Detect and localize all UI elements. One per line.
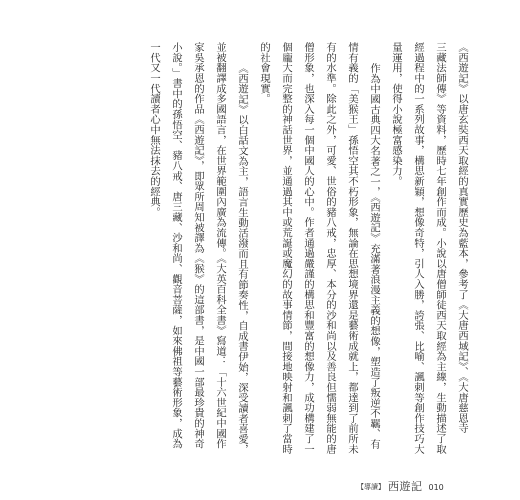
text-column: 《西遊記》以白話文為主，語言生動活潑而且有節奏性，自成書伊始，深受讀者喜愛，	[236, 62, 248, 454]
text-column: 僧形象，也深入每一個中國人的心中。作者通過嚴謹的構思和豐富的想像力，成功構建了一	[302, 42, 314, 454]
text-column: 有的水準。除此之外，可愛、世俗的豬八戒，忠厚、本分的沙和尚以及善良但懦弱無能的唐	[324, 42, 336, 454]
text-column: 《西遊記》以唐玄奘西天取經的真實歷史為藍本，參考了《大唐西域記》、《大唐慈恩寺	[456, 42, 468, 434]
text-column: 經過程中的一系列故事，構思新穎，想像奇特，引人入勝，誇張、比喻、諷刺等創作技巧大	[412, 42, 424, 454]
book-title: 西遊記	[388, 480, 423, 493]
text-column: 小說。」書中的孫悟空、豬八戒、唐三藏、沙和尚、觀音菩薩，如來佛祖等藝術形象，成為	[170, 42, 182, 449]
text-column: 一代又一代讀者心中無法抹去的經典。	[148, 42, 160, 218]
text-column: 三藏法師傳》等資料，歷時七年創作而成。小說以唐僧師徒西天取經為主線，生動描述了取	[434, 42, 446, 454]
text-column: 量運用，使得小說極富感染力。	[390, 42, 402, 187]
article-body	[143, 42, 473, 460]
text-column: 個龐大而完整的神話世界，並通過其中或荒誕或魔幻的故事情節，間接地映射和諷刺了當時	[280, 42, 292, 454]
page-footer	[357, 480, 444, 493]
text-column: 並被翻譯成多國語言，在世界範圍內廣為流傳。《大英百科全書》寫道：「十六世紀中國作	[214, 42, 226, 449]
text-column: 的社會現實。	[258, 42, 270, 104]
text-column: 情有義的「美猴王」孫悟空其不朽形象，無論在思想境界還是藝術成就上，都達到了前所未	[346, 42, 358, 454]
section-label: 【導讀】	[357, 483, 385, 491]
page-number: 010	[428, 483, 444, 492]
text-column: 家吳承恩的作品《西遊記》，即眾所周知被譯為《猴》的這部書，是中國一部最珍貴的神奇	[192, 42, 204, 449]
text-column: 作為中國古典四大名著之一，《西遊記》充滿著浪漫主義的想像，塑造了叛逆不羈、有	[368, 62, 380, 449]
